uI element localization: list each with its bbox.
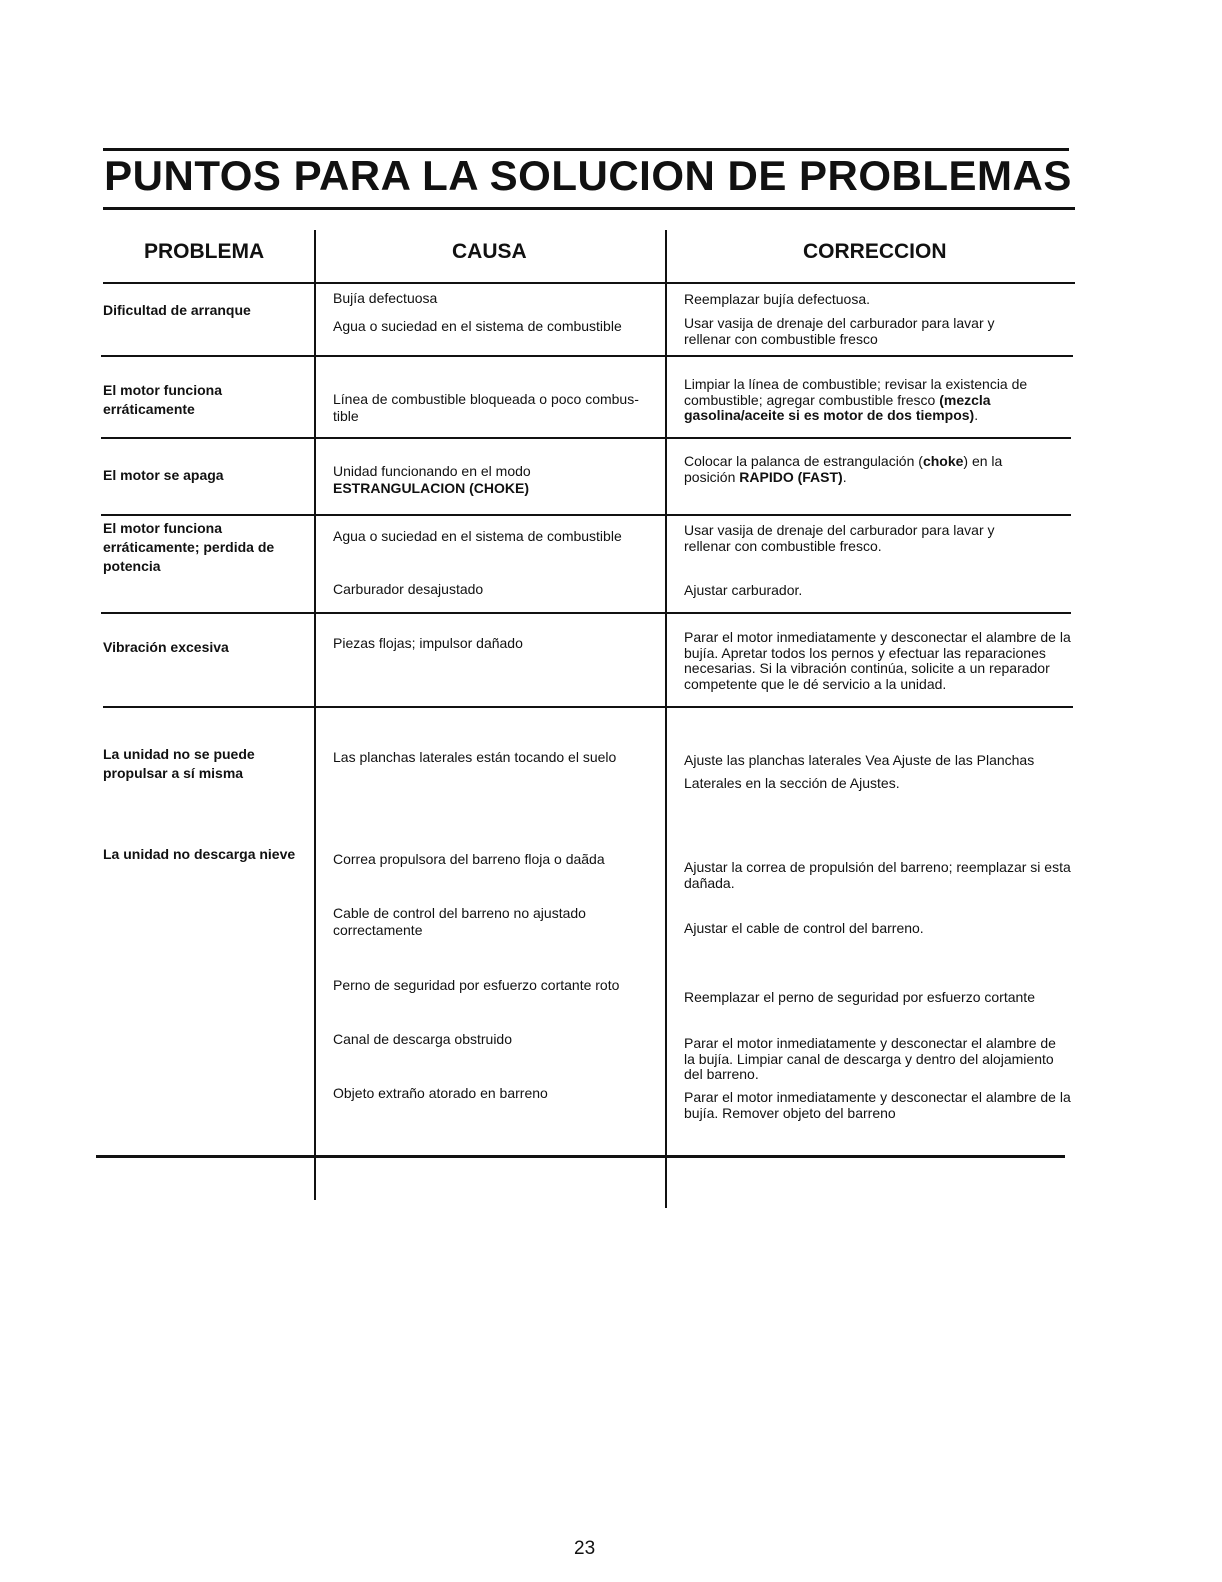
cause-item xyxy=(333,463,658,497)
cause-item: Agua o suciedad en el sistema de combustible xyxy=(333,528,622,544)
page-title: PUNTOS PARA LA SOLUCION DE PROBLEMAS xyxy=(104,152,1072,199)
cause-item: Piezas flojas; impulsor dañado xyxy=(333,635,523,651)
correction-text: . xyxy=(842,468,847,485)
correction-item: Parar el motor inmediatamente y desconectar el alambre de la bujía. Apretar todos los pernos y efectuar las reparaciones necesarias. Si la vibración continúa, solicite a un reparador competente que le dé servicio a la unidad. xyxy=(684,629,1071,692)
cause-item: Canal de descarga obstruido xyxy=(333,1031,513,1047)
row-separator-5 xyxy=(103,706,1073,708)
correction-bold: RAPIDO (FAST) xyxy=(739,468,843,485)
title-top-rule xyxy=(103,148,1069,151)
header-problema: PROBLEMA xyxy=(144,240,265,263)
cause-bold: ESTRANGULACION (CHOKE) xyxy=(333,480,529,496)
cause-item: Las planchas laterales están tocando el suelo xyxy=(333,749,617,765)
problem-vibracion: Vibración excesiva xyxy=(103,639,229,655)
correction-text: Limpiar la línea de combustible; revisar la existencia de combustible; agregar combustible fresco xyxy=(684,376,1028,408)
correction-item: Reemplazar el perno de seguridad por esfuerzo cortante xyxy=(684,989,1035,1005)
cause-item: Agua o suciedad en el sistema de combustible xyxy=(333,318,622,334)
correction-item: Ajustar el cable de control del barreno. xyxy=(684,920,924,936)
row-separator-1 xyxy=(101,355,1073,357)
problem-dificultad-arranque: Dificultad de arranque xyxy=(103,302,251,318)
correction-text: Colocar la palanca de estrangulación ( xyxy=(684,453,923,469)
row-separator-2 xyxy=(101,437,1071,439)
cause-item: Cable de control del barreno no ajustado correctamente xyxy=(333,905,586,938)
cause-item: Correa propulsora del barreno floja o daãda xyxy=(333,851,605,867)
cause-item: Perno de seguridad por esfuerzo cortante roto xyxy=(333,977,620,993)
correction-item: Ajustar la correa de propulsión del barreno; reemplazar si esta dañada. xyxy=(684,859,1071,891)
correction-bold: (mezcla gasolina/aceite si es motor de dos tiempos) xyxy=(684,391,991,423)
correction-item: Reemplazar bujía defectuosa. xyxy=(684,291,870,307)
cause-item: Objeto extraño atorado en barreno xyxy=(333,1085,548,1101)
correction-item: Ajustar carburador. xyxy=(684,582,803,598)
correction-bold: choke xyxy=(922,453,964,469)
header-separator xyxy=(103,282,1075,284)
correction-text: ) en la posición xyxy=(684,453,1003,485)
column-divider-1 xyxy=(314,230,316,1200)
row-separator-4 xyxy=(101,612,1071,614)
correction-tail: . xyxy=(974,407,979,423)
problem-perdida-potencia: El motor funciona erráticamente; perdida de potencia xyxy=(103,520,275,574)
correction-item: Usar vasija de drenaje del carburador para lavar y rellenar con combustible fresco. xyxy=(684,522,995,554)
title-bottom-rule xyxy=(103,207,1075,210)
correction-item xyxy=(684,377,1072,424)
correction-item: Usar vasija de drenaje del carburador para lavar y rellenar con combustible fresco xyxy=(684,315,995,347)
problem-no-descarga: La unidad no descarga nieve xyxy=(103,846,296,862)
bottom-rule xyxy=(96,1155,1065,1158)
row-separator-3 xyxy=(101,514,1071,516)
cause-text: Unidad funcionando en el modo xyxy=(333,463,531,479)
correction-item: Parar el motor inmediatamente y desconectar el alambre de la bujía. Limpiar canal de descarga y dentro del alojamiento del barreno. xyxy=(684,1035,1056,1082)
cause-item: Carburador desajustado xyxy=(333,581,484,597)
correction-item: Parar el motor inmediatamente y desconectar el alambre de la bujía. Remover objeto del barreno xyxy=(684,1089,1071,1121)
header-correccion: CORRECCION xyxy=(803,240,947,263)
correction-item: Ajuste las planchas laterales Vea Ajuste de las Planchas Laterales en la sección de Ajustes. xyxy=(684,752,1035,791)
column-divider-2 xyxy=(665,230,667,1208)
header-causa: CAUSA xyxy=(452,240,527,263)
problem-motor-erratico: El motor funciona erráticamente xyxy=(103,382,222,417)
correction-item xyxy=(684,454,1044,485)
page-number: 23 xyxy=(574,1538,596,1559)
cause-item: Línea de combustible bloqueada o poco combus- tible xyxy=(333,391,639,424)
problem-motor-apaga: El motor se apaga xyxy=(103,467,224,483)
problem-no-propulsa: La unidad no se puede propulsar a sí misma xyxy=(103,746,255,781)
cause-item: Bujía defectuosa xyxy=(333,290,438,306)
